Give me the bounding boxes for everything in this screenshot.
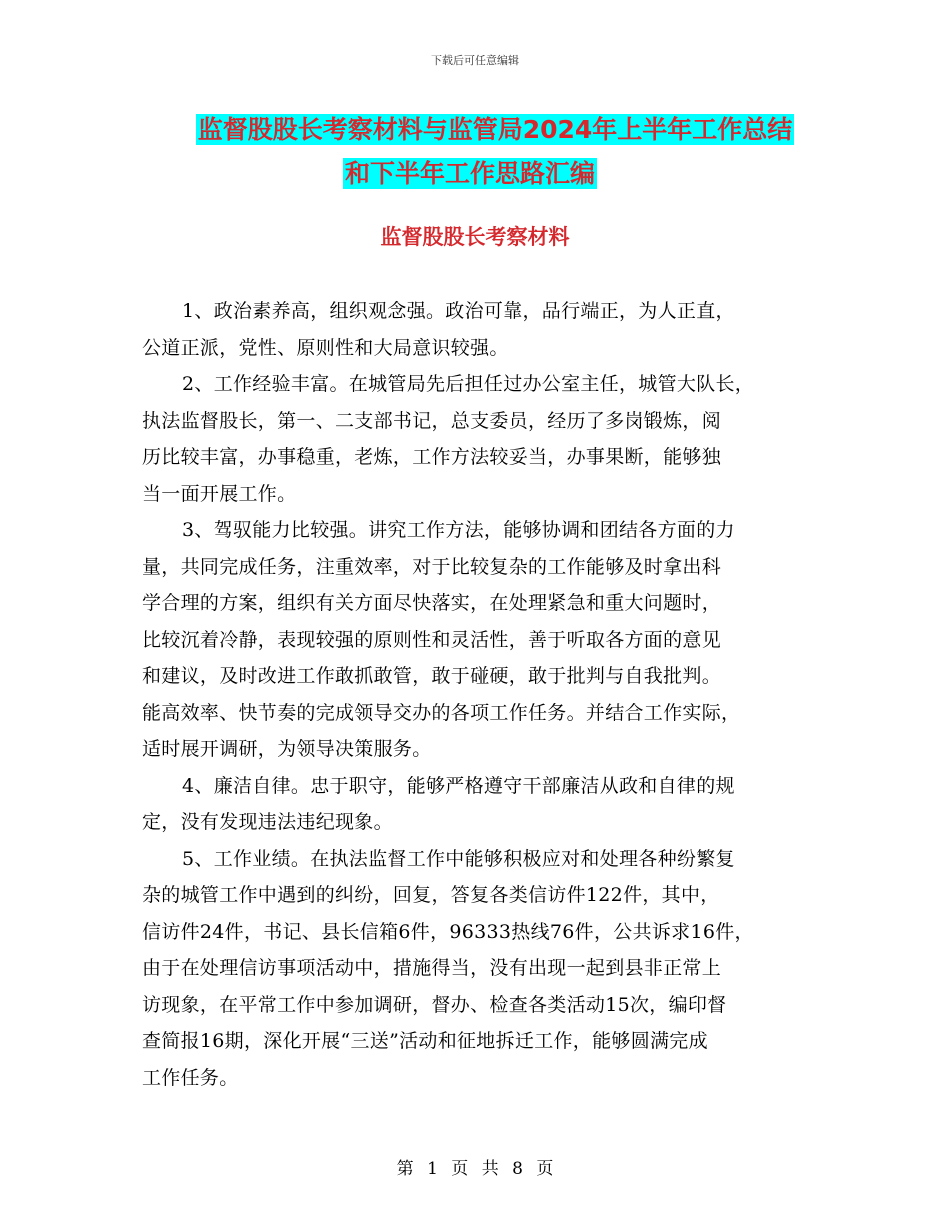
paragraph-2 [142, 366, 822, 512]
paragraph-4 [142, 768, 822, 841]
title-highlight-2: 和下半年工作思路汇编 [344, 159, 595, 188]
paragraph-line: 由于在处理信访事项活动中，措施得当，没有出现一起到县非正常上 [142, 957, 722, 979]
paragraph-line: 执法监督股长，第一、二支部书记，总支委员，经历了多岗锻炼，阅 [142, 409, 722, 432]
paragraph-line: 和建议，及时改进工作敢抓敢管，敢于碰硬，敢于批判与自我批判。 [142, 665, 722, 687]
paragraph-line: 杂的城管工作中遇到的纠纷，回复，答复各类信访件122件，其中， [142, 884, 720, 906]
section-heading: 监督股股长考察材料 [380, 225, 570, 249]
paragraph-line: 学合理的方案，组织有关方面尽快落实，在处理紧急和重大问题时， [142, 592, 722, 614]
paragraph-line: 查简报16期，深化开展“三送”活动和征地拆迁工作，能够圆满完成 [142, 1030, 708, 1052]
title-highlight-1: 监督股股长考察材料与监管局2024年上半年工作总结 [197, 115, 793, 144]
paragraph-line: 4、廉洁自律。忠于职守，能够严格遵守干部廉洁从政和自律的规 [182, 774, 735, 797]
paragraph-line: 5、工作业绩。在执法监督工作中能够积极应对和处理各种纷繁复 [182, 847, 735, 870]
paragraph-line: 能高效率、快节奏的完成领导交办的各项工作任务。并结合工作实际， [142, 701, 741, 724]
paragraph-line: 适时展开调研，为领导决策服务。 [142, 738, 432, 760]
document-title-line-1 [20, 112, 950, 148]
document-title-line-2 [0, 156, 945, 192]
paragraph-1 [142, 293, 822, 366]
paragraph-3 [142, 512, 822, 768]
paragraph-line: 2、工作经验丰富。在城管局先后担任过办公室主任，城管大队长， [182, 373, 755, 395]
paragraph-line: 3、驾驭能力比较强。讲究工作方法，能够协调和团结各方面的力 [182, 519, 735, 541]
document-body [142, 293, 822, 1096]
paragraph-line: 访现象，在平常工作中参加调研，督办、检查各类活动15次，编印督 [142, 993, 727, 1016]
paragraph-line: 工作任务。 [142, 1066, 239, 1089]
header-note: 下载后可任意编辑 [431, 54, 519, 67]
paragraph-line: 量，共同完成任务，注重效率，对于比较复杂的工作能够及时拿出科 [142, 555, 722, 578]
paragraph-line: 1、政治素养高，组织观念强。政治可靠，品行端正，为人正直， [182, 300, 735, 322]
paragraph-line: 定，没有发现违法违纪现象。 [142, 811, 393, 833]
paragraph-line: 信访件24件，书记、县长信箱6件，96333热线76件，公共诉求16件， [142, 920, 754, 943]
page-footer: 第 1 页 共 8 页 [396, 1159, 554, 1179]
paragraph-line: 当一面开展工作。 [142, 482, 297, 505]
paragraph-line: 公道正派，党性、原则性和大局意识较强。 [142, 336, 509, 359]
paragraph-line: 历比较丰富，办事稳重，老炼，工作方法较妥当，办事果断，能够独 [142, 446, 722, 468]
paragraph-line: 比较沉着冷静，表现较强的原则性和灵活性，善于听取各方面的意见 [142, 628, 722, 651]
paragraph-5 [142, 841, 822, 1097]
